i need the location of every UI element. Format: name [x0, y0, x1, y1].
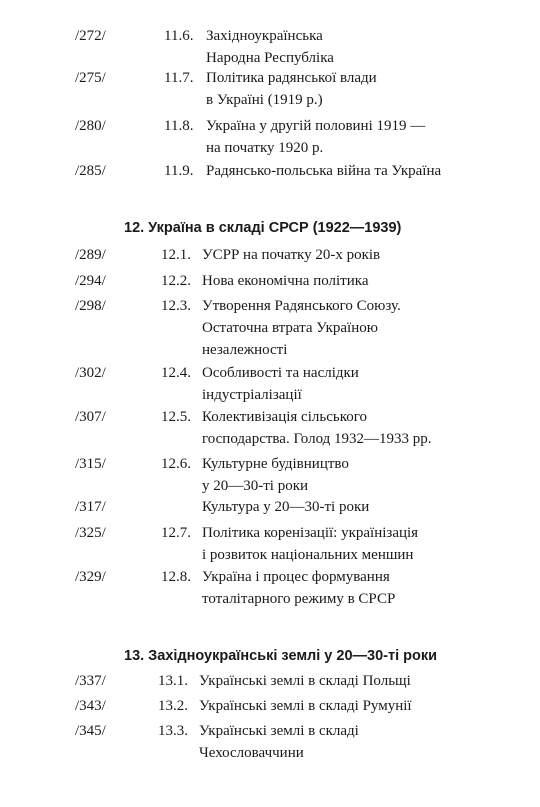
- section-title: УСРР на початку 20-х років: [202, 247, 381, 263]
- section-number: 13.2.: [158, 698, 188, 714]
- section-number: 11.8.: [164, 118, 194, 134]
- section-title: Особливості та наслідки індустріалізації: [202, 365, 359, 403]
- page-number: /307/: [75, 409, 106, 425]
- page-number: /272/: [75, 28, 106, 44]
- section-number: 12.2.: [161, 273, 191, 289]
- page-number: /345/: [75, 723, 106, 739]
- section-number: 13.1.: [158, 673, 188, 689]
- page-number: /337/: [75, 673, 106, 689]
- section-number: 12.6.: [161, 456, 191, 472]
- section-title: Нова економічна політика: [202, 273, 369, 289]
- section-title: Культурне будівництво у 20—30-ті роки: [202, 456, 349, 494]
- page-number: /294/: [75, 273, 106, 289]
- section-title: Колективізація сільського господарства. Голод 1932—1933 рр.: [202, 409, 432, 447]
- section-number: 12.8.: [161, 569, 191, 585]
- section-number: 11.7.: [164, 70, 194, 86]
- section-number: 12.1.: [161, 247, 191, 263]
- page-number: /317/: [75, 499, 106, 515]
- section-title: Політика коренізації: українізація і розвиток національних меншин: [202, 525, 419, 563]
- section-number: 11.6.: [164, 28, 194, 44]
- section-number: 12.7.: [161, 525, 191, 541]
- page-number: /343/: [75, 698, 106, 714]
- section-title: Радянсько-польська війна та Україна: [206, 163, 442, 179]
- section-title: Україна і процес формування тоталітарного режиму в СРСР: [202, 569, 396, 607]
- chapter-heading: 13. Західноукраїнські землі у 20—30-ті роки: [124, 648, 438, 664]
- page-number: /315/: [75, 456, 106, 472]
- section-number: 13.3.: [158, 723, 188, 739]
- section-title: Українські землі в складі Чехословаччини: [199, 723, 359, 761]
- page-number: /275/: [75, 70, 106, 86]
- section-title: Україна у другій половині 1919 — на початку 1920 р.: [206, 118, 426, 156]
- section-title: Утворення Радянського Союзу. Остаточна втрата Україною незалежності: [202, 298, 401, 358]
- page-number: /280/: [75, 118, 106, 134]
- section-number: 12.4.: [161, 365, 191, 381]
- page-number: /289/: [75, 247, 106, 263]
- page-number: /302/: [75, 365, 106, 381]
- section-number: 12.3.: [161, 298, 191, 314]
- page-number: /329/: [75, 569, 106, 585]
- page-number: /285/: [75, 163, 106, 179]
- page-number: /298/: [75, 298, 106, 314]
- section-title: Культура у 20—30-ті роки: [202, 499, 370, 515]
- section-title: Українські землі в складі Румунії: [199, 698, 412, 714]
- page-number: /325/: [75, 525, 106, 541]
- section-title: Політика радянської влади в Україні (1919 р.): [206, 70, 377, 108]
- chapter-heading: 12. Україна в складі СРСР (1922—1939): [124, 220, 402, 236]
- section-number: 12.5.: [161, 409, 191, 425]
- section-number: 11.9.: [164, 163, 194, 179]
- section-title: Українські землі в складі Польщі: [199, 673, 411, 689]
- section-title: Західноукраїнська Народна Республіка: [206, 28, 334, 66]
